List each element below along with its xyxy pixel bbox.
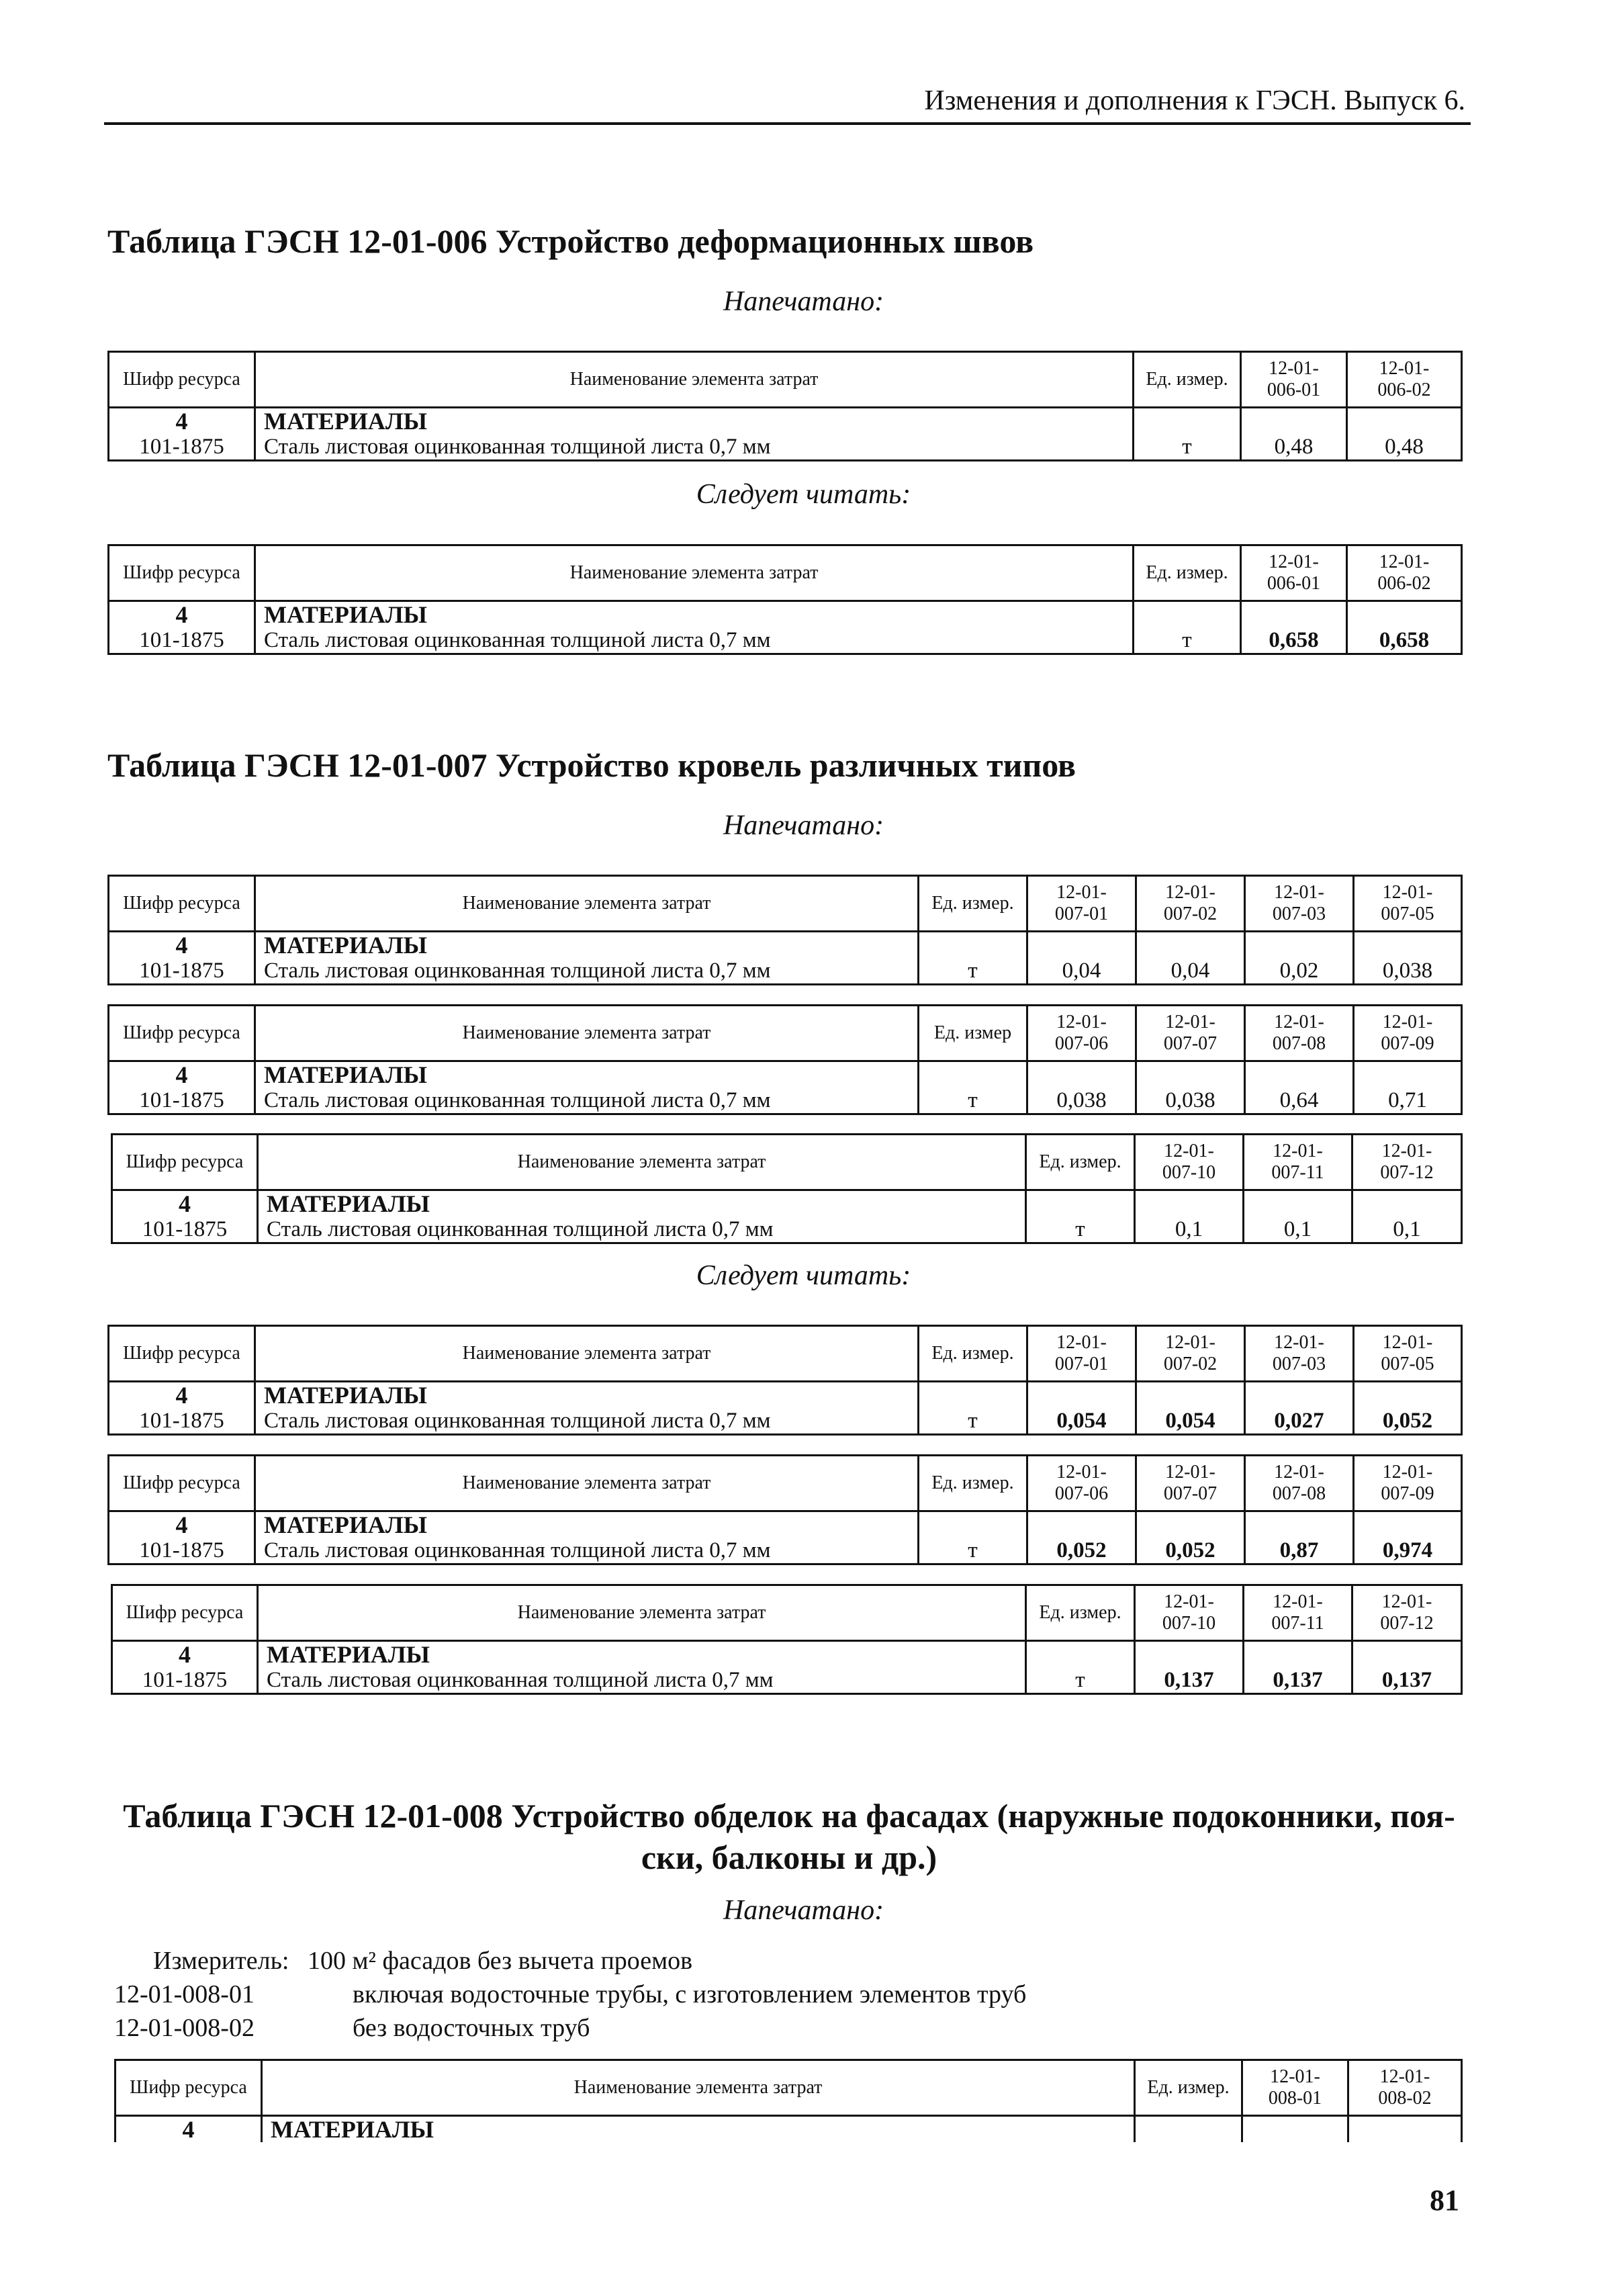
col-name-header: Наименование элемента затрат: [262, 2060, 1135, 2116]
col-unit-header: Ед. измер.: [1135, 2060, 1242, 2116]
col-norm-header: 12-01- 007-05: [1354, 876, 1462, 932]
table-008-title-line2: ски, балконы и др.): [641, 1839, 937, 1876]
col-norm-header: 12-01- 007-02: [1136, 876, 1245, 932]
value-cell: 0,04: [1027, 958, 1136, 985]
col-norm-header: 12-01- 006-01: [1241, 545, 1347, 601]
running-header-text: Изменения и дополнения к ГЭСН. Выпуск 6.: [924, 85, 1465, 116]
value-cell: 0,137: [1135, 1667, 1244, 1694]
table-008-title-line1: Таблица ГЭСН 12-01-008 Устройство обделок на фасадах (наружные подоконники, поя-: [123, 1797, 1455, 1835]
col-unit-header: Ед. измер.: [1134, 545, 1241, 601]
resource-name: Сталь листовая оцинкованная толщиной листа 0,7 мм: [255, 1538, 919, 1564]
col-norm-header: 12-01- 007-11: [1244, 1585, 1352, 1641]
resource-code: 101-1875: [109, 1408, 255, 1435]
group-name: МАТЕРИАЛЫ: [255, 408, 1134, 435]
resource-name: Сталь листовая оцинкованная толщиной листа 0,7 мм: [255, 958, 919, 985]
item-text: без водосточных труб: [353, 2014, 590, 2042]
value-cell: 0,038: [1136, 1088, 1245, 1114]
resource-name: Сталь листовая оцинкованная толщиной листа 0,7 мм: [258, 1667, 1026, 1694]
value-cell: 0,038: [1027, 1088, 1136, 1114]
table-007-title: Таблица ГЭСН 12-01-007 Устройство кровель различных типов: [107, 746, 1076, 784]
page-number: 81: [1430, 2184, 1459, 2217]
col-norm-header: 12-01- 007-09: [1354, 1006, 1462, 1061]
value-cell: 0,87: [1245, 1538, 1354, 1564]
resource-code: 101-1875: [112, 1667, 258, 1694]
col-code-header: Шифр ресурса: [109, 545, 255, 601]
col-norm-header: 12-01- 007-07: [1136, 1456, 1245, 1511]
col-name-header: Наименование элемента затрат: [258, 1135, 1026, 1190]
col-norm-header: 12-01- 007-03: [1245, 876, 1354, 932]
resource-code: 101-1875: [112, 1217, 258, 1243]
resource-unit: т: [919, 1408, 1027, 1435]
col-norm-header: 12-01- 007-01: [1027, 1326, 1136, 1382]
group-code: 4: [116, 2116, 262, 2143]
item-line-2: [114, 2012, 590, 2044]
col-norm-header: 12-01- 007-06: [1027, 1006, 1136, 1061]
col-norm-header: 12-01- 007-09: [1354, 1456, 1462, 1511]
value-cell: 0,052: [1136, 1538, 1245, 1564]
meter-value: 100 м² фасадов без вычета проемов: [308, 1947, 693, 1975]
col-norm-header: 12-01- 007-05: [1354, 1326, 1462, 1382]
value-cell: 0,052: [1354, 1408, 1462, 1435]
group-name: МАТЕРИАЛЫ: [262, 2116, 1135, 2143]
col-code-header: Шифр ресурса: [109, 352, 255, 408]
col-name-header: Наименование элемента затрат: [255, 1006, 919, 1061]
table-007-printed-b: [107, 1004, 1463, 1115]
printed-label-006: Напечатано:: [723, 286, 884, 317]
col-code-header: Шифр ресурса: [109, 1006, 255, 1061]
table-008-printed: [114, 2059, 1463, 2142]
col-unit-header: Ед. измер.: [1134, 352, 1241, 408]
value-cell: 0,658: [1347, 627, 1462, 654]
col-norm-header: 12-01- 008-02: [1348, 2060, 1462, 2116]
col-unit-header: Ед. измер: [919, 1006, 1027, 1061]
group-code: 4: [109, 1061, 255, 1088]
col-unit-header: Ед. измер.: [919, 1326, 1027, 1382]
resource-name: Сталь листовая оцинкованная толщиной листа 0,7 мм: [255, 434, 1134, 461]
table-008-title: [114, 1795, 1464, 1878]
group-code: 4: [112, 1190, 258, 1217]
value-cell: 0,48: [1347, 434, 1462, 461]
col-code-header: Шифр ресурса: [116, 2060, 262, 2116]
group-code: 4: [109, 1382, 255, 1409]
value-cell: 0,04: [1136, 958, 1245, 985]
item-code: 12-01-008-01: [114, 1980, 255, 2008]
resource-name: Сталь листовая оцинкованная толщиной листа 0,7 мм: [258, 1217, 1026, 1243]
resource-code: 101-1875: [109, 434, 255, 461]
col-code-header: Шифр ресурса: [109, 1326, 255, 1382]
col-name-header: Наименование элемента затрат: [255, 1456, 919, 1511]
col-norm-header: 12-01- 007-12: [1352, 1135, 1462, 1190]
col-code-header: Шифр ресурса: [109, 1456, 255, 1511]
resource-unit: т: [919, 958, 1027, 985]
value-cell: 0,054: [1027, 1408, 1136, 1435]
resource-code: 101-1875: [109, 958, 255, 985]
col-name-header: Наименование элемента затрат: [255, 545, 1134, 601]
resource-name: Сталь листовая оцинкованная толщиной листа 0,7 мм: [255, 1408, 919, 1435]
value-cell: 0,052: [1027, 1538, 1136, 1564]
item-text: включая водосточные трубы, с изготовлением элементов труб: [353, 1980, 1027, 2008]
col-norm-header: 12-01- 007-08: [1245, 1006, 1354, 1061]
value-cell: 0,974: [1354, 1538, 1462, 1564]
printed-label-007: Напечатано:: [723, 810, 884, 841]
value-cell: 0,1: [1352, 1217, 1462, 1243]
group-name: МАТЕРИАЛЫ: [258, 1641, 1026, 1668]
value-cell: 0,027: [1245, 1408, 1354, 1435]
group-name: МАТЕРИАЛЫ: [258, 1190, 1026, 1217]
table-007-printed-a: [107, 875, 1463, 985]
col-code-header: Шифр ресурса: [112, 1135, 258, 1190]
value-cell: 0,64: [1245, 1088, 1354, 1114]
col-code-header: Шифр ресурса: [112, 1585, 258, 1641]
meter-line: [153, 1945, 692, 1977]
table-006-printed: [107, 351, 1463, 461]
col-norm-header: 12-01- 007-10: [1135, 1135, 1244, 1190]
col-norm-header: 12-01- 007-07: [1136, 1006, 1245, 1061]
value-cell: 0,658: [1241, 627, 1347, 654]
col-norm-header: 12-01- 007-03: [1245, 1326, 1354, 1382]
group-code: 4: [109, 1511, 255, 1538]
col-norm-header: 12-01- 007-02: [1136, 1326, 1245, 1382]
col-norm-header: 12-01- 007-06: [1027, 1456, 1136, 1511]
col-name-header: Наименование элемента затрат: [258, 1585, 1026, 1641]
value-cell: 0,137: [1244, 1667, 1352, 1694]
table-006-corrected: [107, 544, 1463, 655]
running-header: [104, 81, 1471, 125]
col-unit-header: Ед. измер.: [1026, 1135, 1135, 1190]
col-unit-header: Ед. измер.: [1026, 1585, 1135, 1641]
value-cell: 0,71: [1354, 1088, 1462, 1114]
resource-unit: т: [919, 1538, 1027, 1564]
meter-label: Измеритель:: [153, 1947, 289, 1975]
col-norm-header: 12-01- 006-02: [1347, 352, 1462, 408]
resource-unit: т: [919, 1088, 1027, 1114]
item-code: 12-01-008-02: [114, 2014, 255, 2042]
resource-unit: т: [1026, 1217, 1135, 1243]
col-norm-header: 12-01- 007-11: [1244, 1135, 1352, 1190]
col-norm-header: 12-01- 007-10: [1135, 1585, 1244, 1641]
group-code: 4: [109, 601, 255, 628]
col-unit-header: Ед. измер.: [919, 1456, 1027, 1511]
resource-name: Сталь листовая оцинкованная толщиной листа 0,7 мм: [255, 627, 1134, 654]
resource-code: 101-1875: [109, 1538, 255, 1564]
group-code: 4: [109, 932, 255, 959]
should-read-label-007: Следует читать:: [696, 1260, 911, 1291]
resource-code: 101-1875: [109, 1088, 255, 1114]
resource-name: Сталь листовая оцинкованная толщиной листа 0,7 мм: [255, 1088, 919, 1114]
group-name: МАТЕРИАЛЫ: [255, 1061, 919, 1088]
printed-label-008: Напечатано:: [723, 1895, 884, 1926]
value-cell: 0,1: [1135, 1217, 1244, 1243]
resource-unit: т: [1134, 434, 1241, 461]
value-cell: 0,054: [1136, 1408, 1245, 1435]
table-006-title: Таблица ГЭСН 12-01-006 Устройство деформационных швов: [107, 222, 1034, 260]
col-norm-header: 12-01- 007-12: [1352, 1585, 1462, 1641]
value-cell: 0,038: [1354, 958, 1462, 985]
value-cell: 0,48: [1241, 434, 1347, 461]
group-code: 4: [112, 1641, 258, 1668]
col-norm-header: 12-01- 006-01: [1241, 352, 1347, 408]
group-name: МАТЕРИАЛЫ: [255, 1511, 919, 1538]
resource-unit: т: [1134, 627, 1241, 654]
col-norm-header: 12-01- 007-08: [1245, 1456, 1354, 1511]
value-cell: 0,137: [1352, 1667, 1462, 1694]
col-name-header: Наименование элемента затрат: [255, 352, 1134, 408]
table-007-printed-c: [111, 1133, 1463, 1244]
value-cell: 0,1: [1244, 1217, 1352, 1243]
table-007-corrected-a: [107, 1325, 1463, 1436]
col-norm-header: 12-01- 006-02: [1347, 545, 1462, 601]
table-007-corrected-c: [111, 1584, 1463, 1695]
resource-unit: т: [1026, 1667, 1135, 1694]
col-name-header: Наименование элемента затрат: [255, 1326, 919, 1382]
col-code-header: Шифр ресурса: [109, 876, 255, 932]
group-name: МАТЕРИАЛЫ: [255, 932, 919, 959]
should-read-label-006: Следует читать:: [696, 479, 911, 510]
col-norm-header: 12-01- 008-01: [1242, 2060, 1348, 2116]
resource-code: 101-1875: [109, 627, 255, 654]
table-007-corrected-b: [107, 1454, 1463, 1565]
group-name: МАТЕРИАЛЫ: [255, 1382, 919, 1409]
group-code: 4: [109, 408, 255, 435]
value-cell: 0,02: [1245, 958, 1354, 985]
item-line-1: [114, 1978, 1026, 2011]
col-norm-header: 12-01- 007-01: [1027, 876, 1136, 932]
col-unit-header: Ед. измер.: [919, 876, 1027, 932]
col-name-header: Наименование элемента затрат: [255, 876, 919, 932]
group-name: МАТЕРИАЛЫ: [255, 601, 1134, 628]
